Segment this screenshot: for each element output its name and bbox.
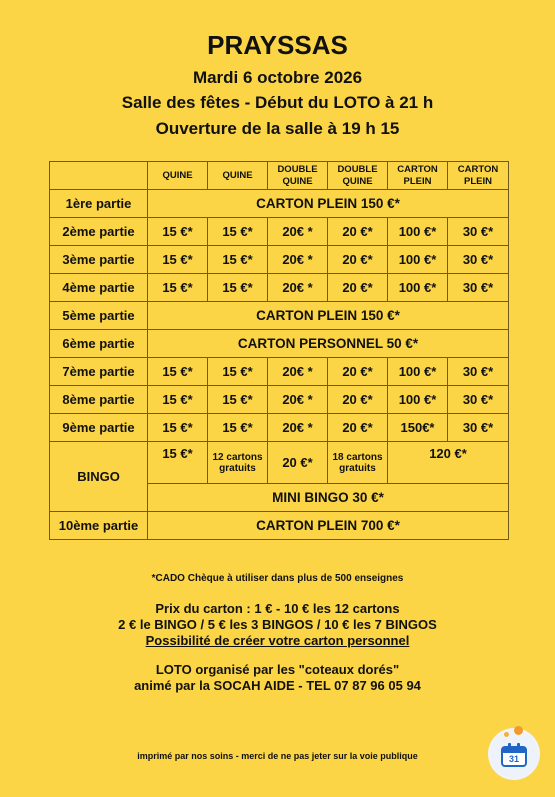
column-header: DOUBLE QUINE bbox=[328, 162, 388, 190]
badge-dot bbox=[504, 732, 509, 737]
prize-cell: 20 €* bbox=[328, 414, 388, 442]
row-label: 10ème partie bbox=[50, 512, 148, 540]
prize-cell: 30 €* bbox=[448, 218, 509, 246]
row-label: 2ème partie bbox=[50, 218, 148, 246]
prize-cell: 30 €* bbox=[448, 246, 509, 274]
organizer: LOTO organisé par les "coteaux dorés" bbox=[155, 662, 400, 677]
footer-note: imprimé par nos soins - merci de ne pas jeter sur la voie publique bbox=[137, 751, 418, 761]
bingo-price: 2 € le BINGO / 5 € les 3 BINGOS / 10 € les 7 BINGOS bbox=[118, 617, 437, 632]
prize-cell: 100 €* bbox=[388, 274, 448, 302]
prize-cell: 100 €* bbox=[388, 386, 448, 414]
prize-span: MINI BINGO 30 €* bbox=[148, 484, 509, 512]
personal-card-note: Possibilité de créer votre carton personnel bbox=[145, 633, 410, 648]
prize-cell: 30 €* bbox=[448, 414, 509, 442]
prize-span: CARTON PLEIN 700 €* bbox=[148, 512, 509, 540]
prize-cell: 20 €* bbox=[328, 386, 388, 414]
prize-cell: 120 €* bbox=[388, 442, 509, 484]
row-label: 9ème partie bbox=[50, 414, 148, 442]
prize-table bbox=[49, 161, 509, 540]
prize-cell: 15 €* bbox=[148, 246, 208, 274]
prize-cell: 20 €* bbox=[328, 358, 388, 386]
row-label: BINGO bbox=[50, 442, 148, 512]
calendar-day: 31 bbox=[508, 754, 519, 764]
prize-cell: 100 €* bbox=[388, 218, 448, 246]
prize-cell: 18 cartons gratuits bbox=[328, 442, 388, 484]
prize-cell: 30 €* bbox=[448, 386, 509, 414]
column-header: DOUBLE QUINE bbox=[268, 162, 328, 190]
prize-cell: 15 €* bbox=[208, 218, 268, 246]
prize-cell: 15 €* bbox=[208, 414, 268, 442]
row-label: 7ème partie bbox=[50, 358, 148, 386]
table-row bbox=[50, 274, 509, 302]
table-row bbox=[50, 218, 509, 246]
prize-cell: 15 €* bbox=[148, 274, 208, 302]
table-row bbox=[50, 190, 509, 218]
prize-cell: 15 €* bbox=[148, 218, 208, 246]
prize-cell: 30 €* bbox=[448, 274, 509, 302]
prize-cell: 15 €* bbox=[148, 414, 208, 442]
table-row bbox=[50, 246, 509, 274]
prize-cell: 20€ * bbox=[268, 414, 328, 442]
host-contact: animé par la SOCAH AIDE - TEL 07 87 96 05 94 bbox=[134, 678, 421, 693]
column-header: CARTON PLEIN bbox=[388, 162, 448, 190]
prize-cell: 15 €* bbox=[148, 386, 208, 414]
prize-cell: 20 €* bbox=[268, 442, 328, 484]
prize-cell: 15 €* bbox=[208, 358, 268, 386]
prize-cell: 100 €* bbox=[388, 246, 448, 274]
table-row bbox=[50, 512, 509, 540]
table-row bbox=[50, 302, 509, 330]
calendar-badge[interactable] bbox=[490, 730, 538, 778]
page-title: PRAYSSAS bbox=[207, 30, 348, 60]
prize-cell: 20€ * bbox=[268, 386, 328, 414]
prize-span: CARTON PLEIN 150 €* bbox=[148, 190, 509, 218]
row-label: 5ème partie bbox=[50, 302, 148, 330]
prize-cell: 30 €* bbox=[448, 358, 509, 386]
prize-cell: 15 €* bbox=[208, 274, 268, 302]
table-row bbox=[50, 330, 509, 358]
opening-time: Ouverture de la salle à 19 h 15 bbox=[155, 119, 400, 138]
column-header: QUINE bbox=[148, 162, 208, 190]
prize-span: CARTON PERSONNEL 50 €* bbox=[148, 330, 509, 358]
prize-cell: 20€ * bbox=[268, 274, 328, 302]
prize-cell: 20€ * bbox=[268, 246, 328, 274]
table-row bbox=[50, 414, 509, 442]
prize-cell: 12 cartons gratuits bbox=[208, 442, 268, 484]
event-date: Mardi 6 octobre 2026 bbox=[192, 68, 363, 87]
prize-cell: 20 €* bbox=[328, 218, 388, 246]
column-header: QUINE bbox=[208, 162, 268, 190]
cado-note: *CADO Chèque à utiliser dans plus de 500 enseignes bbox=[151, 573, 404, 584]
row-label: 8ème partie bbox=[50, 386, 148, 414]
badge-dot bbox=[514, 726, 523, 735]
prize-cell: 150€* bbox=[388, 414, 448, 442]
table-row bbox=[50, 442, 509, 484]
prize-cell: 20€ * bbox=[268, 218, 328, 246]
event-venue: Salle des fêtes - Début du LOTO à 21 h bbox=[121, 93, 434, 112]
column-header: CARTON PLEIN bbox=[448, 162, 509, 190]
prize-cell: 20 €* bbox=[328, 274, 388, 302]
prize-cell: 20€ * bbox=[268, 358, 328, 386]
card-price: Prix du carton : 1 € - 10 € les 12 cartons bbox=[155, 601, 400, 616]
prize-cell: 15 €* bbox=[148, 358, 208, 386]
prize-cell: 15 €* bbox=[208, 246, 268, 274]
row-label: 3ème partie bbox=[50, 246, 148, 274]
prize-cell: 100 €* bbox=[388, 358, 448, 386]
prize-cell: 20 €* bbox=[328, 246, 388, 274]
corner-cell bbox=[50, 162, 148, 190]
row-label: 1ère partie bbox=[50, 190, 148, 218]
prize-cell: 15 €* bbox=[148, 442, 208, 484]
prize-span: CARTON PLEIN 150 €* bbox=[148, 302, 509, 330]
table-header-row bbox=[50, 162, 509, 190]
prize-cell: 15 €* bbox=[208, 386, 268, 414]
row-label: 4ème partie bbox=[50, 274, 148, 302]
table-row bbox=[50, 358, 509, 386]
row-label: 6ème partie bbox=[50, 330, 148, 358]
table-row bbox=[50, 386, 509, 414]
